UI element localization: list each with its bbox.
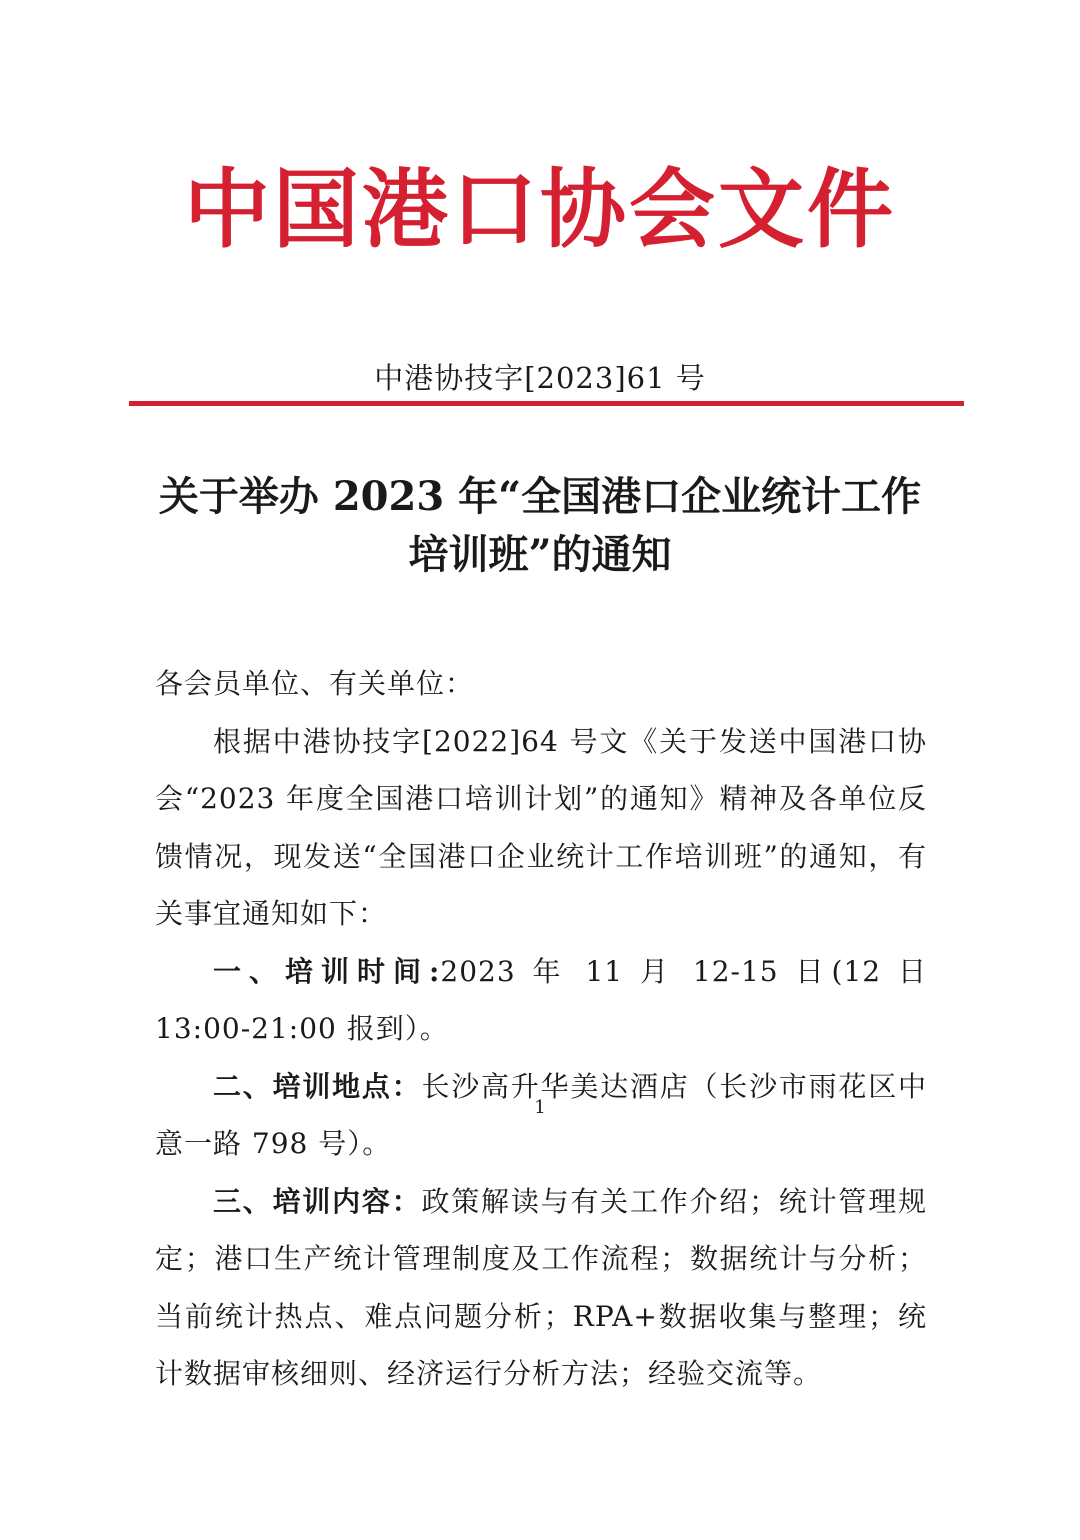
section-training-content (155, 1173, 927, 1403)
red-separator-rule (129, 401, 964, 406)
notice-body (155, 655, 927, 1403)
intro-paragraph: 根据中港协技字[2022]64 号文《关于发送中国港口协会“2023 年度全国港口培训计划”的通知》精神及各单位反馈情况，现发送“全国港口企业统计工作培训班”的通知，有关事宜通知如下： (155, 724, 927, 930)
section-label: 三、培训内容： (213, 1184, 422, 1218)
notice-title (120, 468, 960, 584)
section-label: 一、培训时间: (213, 954, 441, 988)
section-text: 长沙高升华美达酒店（长沙市雨花区中意一路 798 号）。 (155, 1069, 927, 1160)
section-text: 2023 年 11 月 12-15 日(12 日 13:00-21:00 报到）。 (155, 954, 927, 1045)
section-text: 政策解读与有关工作介绍；统计管理规定；港口生产统计管理制度及工作流程；数据统计与分析；当前统计热点、难点问题分析；RPA+数据收集与整理；统计数据审核细则、经济运行分析方法；经验交流等。 (155, 1184, 927, 1390)
page-number: 1 (534, 1097, 546, 1118)
document-number: 中港协技字[2023]61 号 (374, 361, 706, 395)
masthead-title: 中国港口协会文件 (184, 160, 896, 260)
section-label: 二、培训地点： (213, 1069, 422, 1103)
salutation: 各会员单位、有关单位： (155, 667, 475, 700)
section-training-time (155, 943, 927, 1058)
notice-title-line-2: 培训班”的通知 (408, 531, 672, 578)
notice-title-line-1: 关于举办 2023 年“全国港口企业统计工作 (158, 473, 922, 520)
